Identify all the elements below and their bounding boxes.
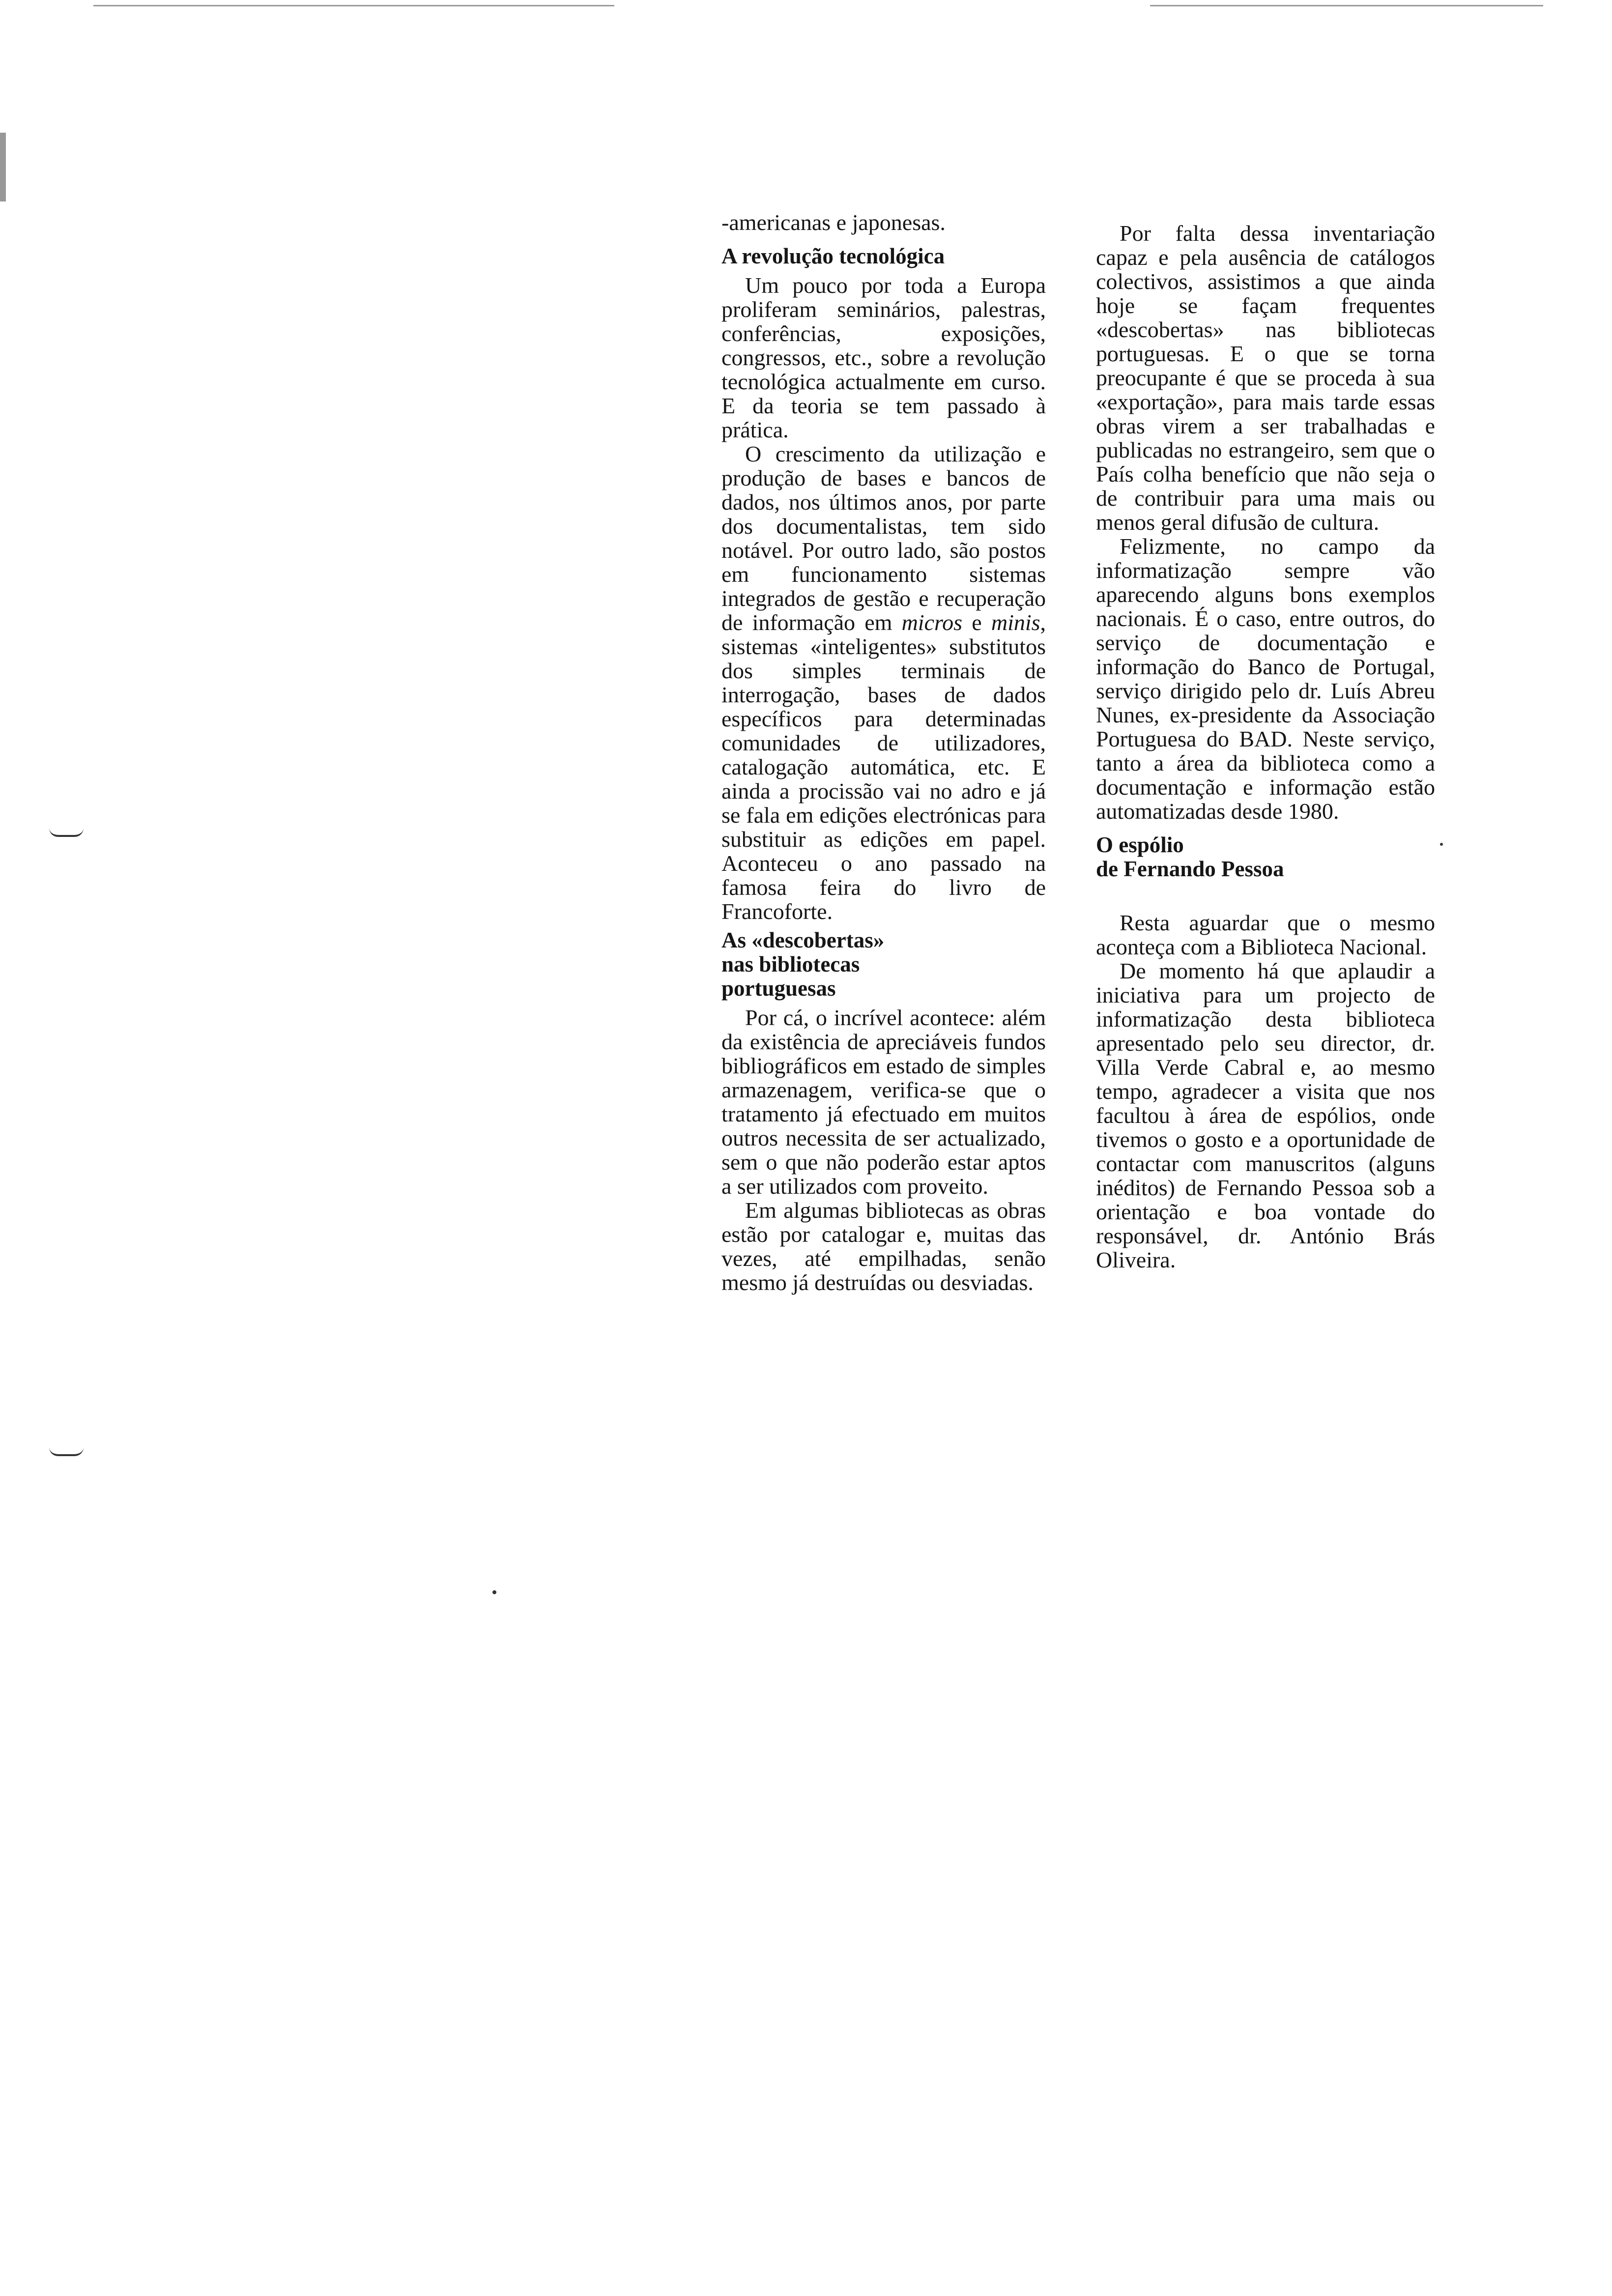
scan-top-rule-left (93, 5, 614, 6)
scan-mark-left-2 (49, 1447, 84, 1456)
paragraph-revolucao: Um pouco por toda a Europa proliferam seminários, palestras, conferências, exposições, congressos, etc., sobre a revolução tecnológica actualmente em curso. E da teoria se tem passado à prática. (721, 273, 1046, 442)
paragraph-por-ca: Por cá, o incrível acontece: além da existência de apreciáveis fundos bibliográficos em estado de simples armazenagem, verifica-se que o tratamento já efectuado em muitos outros necessita de ser actualizado, sem o que não poderão estar aptos a ser utilizados com proveito. (721, 1005, 1046, 1199)
emphasis-minis: minis (991, 610, 1040, 635)
scan-speck-1 (492, 1590, 496, 1594)
paragraph-crescimento-text-a: O crescimento da utilização e produção de bases e bancos de dados, nos últimos anos, por parte dos documentalistas, tem sido notável. Por outro lado, são postos em funcionamento sistemas integrados de gestão e recuperação de informação em (721, 441, 1046, 635)
paragraph-felizmente: Felizmente, no campo da informatização sempre vão aparecendo alguns bons exemplos nacionais. É o caso, entre outros, do serviço de documentação e informação do Banco de Portugal, serviço dirigido pelo dr. Luís Abreu Nunes, ex-presidente da Associação Portuguesa do BAD. Neste serviço, tanto a área da biblioteca como a documentação e informação estão automatizadas desde 1980. (1096, 534, 1435, 824)
heading-espolio-line-2: de Fernando Pessoa (1096, 857, 1284, 881)
paragraph-crescimento-text-b: , sistemas «inteligentes» substitutos dos simples terminais de interrogação, bases de dados específicos para determinadas comunidades de utilizadores, catalogação automática, etc. E ainda a procissão vai no adro e já se fala em edições electrónicas para substituir as edições em papel. Aconteceu o ano passado na famosa feira do livro de Francoforte. (721, 610, 1046, 924)
paragraph-crescimento-and: e (972, 610, 982, 635)
paragraph-por-falta: Por falta dessa inventariação capaz e pela ausência de catálogos colectivos, assistimos a que ainda hoje se façam frequentes «descobertas» nas bibliotecas portuguesas. E o que se torna preocupante é que se proceda à sua «exportação», para mais tarde essas obras virem a ser trabalhadas e publicadas no estrangeiro, sem que o País colha benefício que não seja o de contribuir para uma mais ou menos geral difusão de cultura. (1096, 221, 1435, 535)
paragraph-em-algumas: Em algumas bibliotecas as obras estão por catalogar e, muitas das vezes, até empilhadas, senão mesmo já destruídas ou desviadas. (721, 1198, 1046, 1295)
heading-espolio-line-1: O espólio (1096, 832, 1184, 857)
scan-speck-2 (1440, 843, 1443, 846)
emphasis-micros: micros (901, 610, 963, 635)
paragraph-de-momento: De momento há que aplaudir a iniciativa para um projecto de informatização desta biblioteca apresentado pelo seu director, dr. Villa Verde Cabral e, ao mesmo tempo, agradecer a visita que nos facultou à área de espólios, onde tivemos o gosto e a oportunidade de contactar com manuscritos (alguns inéditos) de Fernando Pessoa sob a orientação e boa vontade do responsável, dr. António Brás Oliveira. (1096, 958, 1435, 1272)
heading-revolucao-tecnologica: A revolução tecnológica (721, 244, 945, 268)
column-lead-line: -americanas e japonesas. (721, 210, 946, 235)
scan-mark-left-1 (49, 828, 84, 837)
paragraph-crescimento (721, 442, 1046, 923)
article-column-2 (1096, 221, 1435, 1272)
heading-descobertas-line-3: portuguesas (721, 976, 836, 1001)
scan-edge-mark (0, 133, 6, 201)
paragraph-resta-aguardar: Resta aguardar que o mesmo aconteça com a Biblioteca Nacional. (1096, 910, 1435, 959)
heading-descobertas-line-2: nas bibliotecas (721, 952, 860, 976)
heading-descobertas-line-1: As «descobertas» (721, 928, 885, 952)
article-column-1 (721, 210, 1046, 1294)
scan-top-rule-right (1150, 5, 1543, 6)
